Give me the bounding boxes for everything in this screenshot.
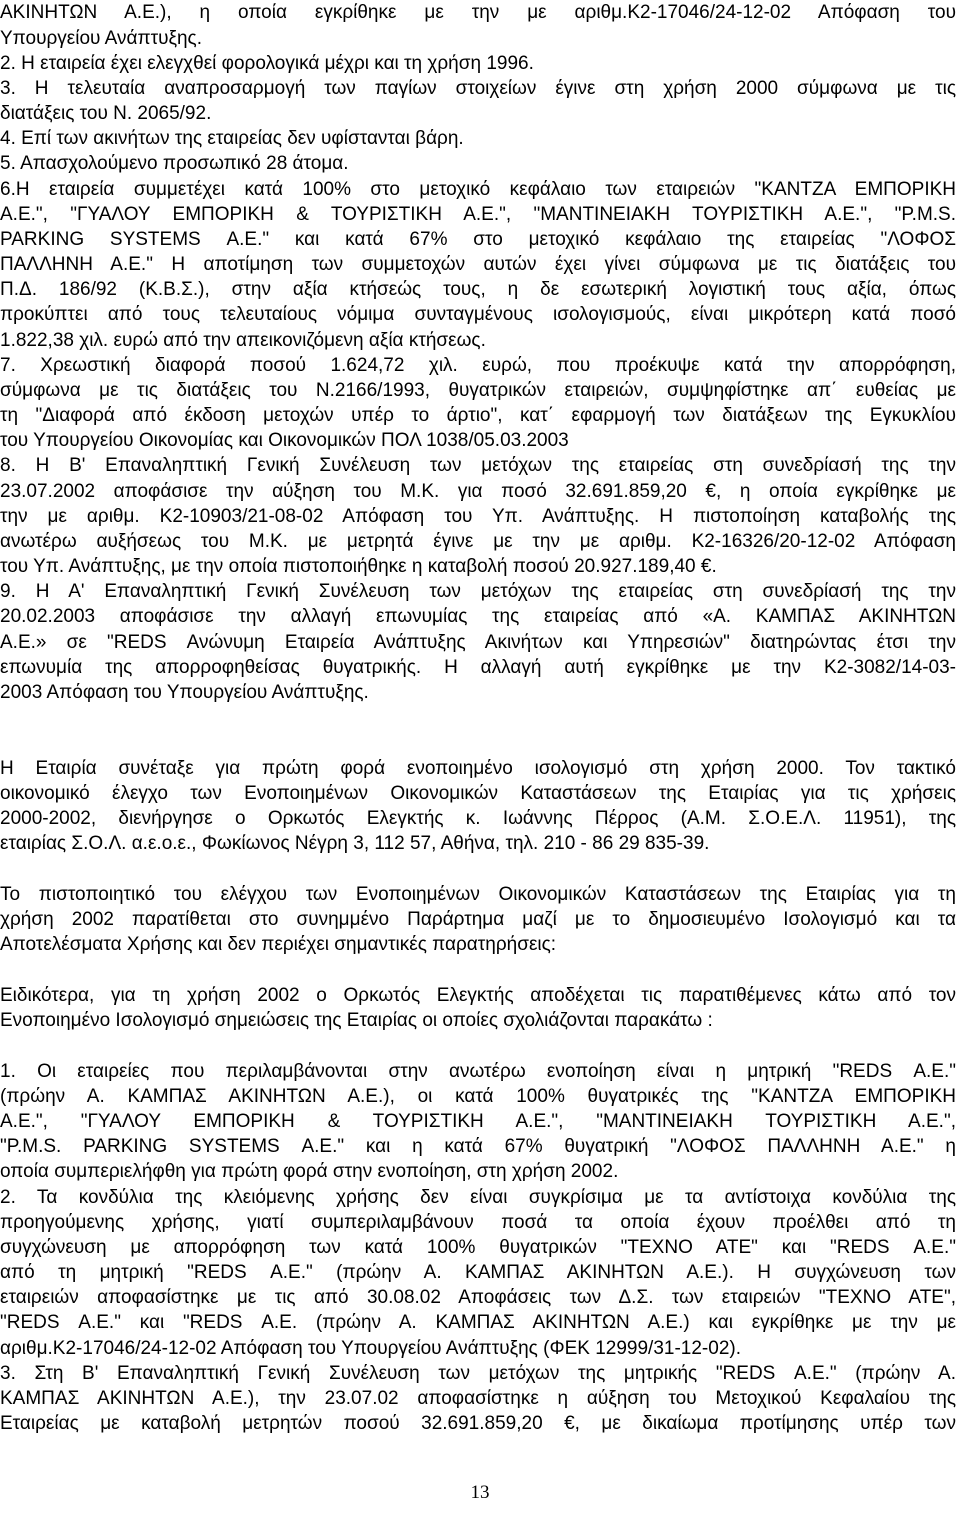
text-line: "Ρ.Μ.S. PARKING SYSTEMS Α.Ε." και η κατά 67% θυγατρική "ΛΟΦΟΣ ΠΑΛΛΗΝΗ Α.Ε." η xyxy=(0,1136,956,1157)
text-line: συγχώνευση με απορρόφηση των κατά 100% θυγατρικών "ΤΕΧΝΟ ΑΤΕ" και "REDS Α.Ε." xyxy=(0,1237,956,1258)
text-line: 2003 Απόφαση του Υπουργείου Ανάπτυξης. xyxy=(0,682,369,703)
text-line: 7. Χρεωστική διαφορά ποσού 1.624,72 χιλ. ευρώ, που προέκυψε κατά την απορρόφηση, xyxy=(0,355,956,376)
text-line: Π.Δ. 186/92 (Κ.Β.Σ.), στην αξία κτήσεώς τους, η δε εσωτερική λογιστική τους αξία, όπως xyxy=(0,279,956,300)
text-line: Εταιρείας με καταβολή μετρητών ποσού 32.691.859,20 €, με δικαίωμα προτίμησης υπέρ των xyxy=(0,1413,956,1434)
text-line: ανωτέρω αυξήσεως του Μ.Κ. με μετρητά έγινε με την με αριθμ. Κ2-16326/20-12-02 Απόφαση xyxy=(0,531,956,552)
text-line: εταιρίας Σ.Ο.Λ. α.ε.ο.ε., Φωκίωνος Νέγρη 3, 112 57, Αθήνα, τηλ. 210 - 86 29 835-39. xyxy=(0,833,710,854)
text-line: χρήση 2002 παρατίθεται στο συνημμένο Παράρτημα μαζί με το δημοσιευμένο Ισολογισμό και τα xyxy=(0,909,956,930)
text-line: 2. Η εταιρεία έχει ελεγχθεί φορολογικά μέχρι και τη χρήση 1996. xyxy=(0,53,534,74)
text-line: 6.Η εταιρεία συμμετέχει κατά 100% στο μετοχικό κεφάλαιο των εταιρειών "ΚΑΝΤΖΑ ΕΜΠΟΡΙΚΗ xyxy=(0,179,956,200)
text-line: 2000-2002, διενήργησε ο Ορκωτός Ελεγκτής κ. Ιωάννης Πέρρος (Α.Μ. Σ.Ο.Ε.Λ. 11951), της xyxy=(0,808,956,829)
text-line: οποία συμπεριελήφθη για πρώτη φορά στην ενοποίηση, στη χρήση 2002. xyxy=(0,1161,619,1182)
text-line: τη "Διαφορά από έκδοση μετοχών υπέρ το άρτιο", κατ΄ εφαρμογή των διατάξεων της Εγκυκλίου xyxy=(0,405,956,426)
text-line: ΚΑΜΠΑΣ ΑΚΙΝΗΤΩΝ Α.Ε.), την 23.07.02 αποφασίστηκε η αύξηση του Μετοχικού Κεφαλαίου της xyxy=(0,1388,956,1409)
text-line: Ενοποιημένο Ισολογισμό σημειώσεις της Εταιρίας οι οποίες σχολιάζονται παρακάτω : xyxy=(0,1010,713,1031)
page-number: 13 xyxy=(470,1482,490,1503)
text-line: Υπουργείου Ανάπτυξης. xyxy=(0,28,202,49)
text-line: PARKING SYSTEMS Α.Ε." και κατά 67% στο μετοχικό κεφάλαιο της εταιρείας "ΛΟΦΟΣ xyxy=(0,229,956,250)
text-line: προηγούμενης χρήσης, γιατί συμπεριλαμβάνουν ποσά τα οποία έχουν προέλθει από τη xyxy=(0,1212,956,1233)
text-line: την με αριθμ. Κ2-10903/21-08-02 Απόφαση του Υπ. Ανάπτυξης. Η πιστοποίηση καταβολής της xyxy=(0,506,956,527)
text-line: "REDS Α.Ε." και "REDS Α.Ε. (πρώην Α. ΚΑΜΠΑΣ ΑΚΙΝΗΤΩΝ Α.Ε.) και εγκρίθηκε με την με xyxy=(0,1312,956,1333)
text-line: Α.Ε.", "ΓΥΑΛΟΥ ΕΜΠΟΡΙΚΗ & ΤΟΥΡΙΣΤΙΚΗ Α.Ε.", "ΜΑΝΤΙΝΕΙΑΚΗ ΤΟΥΡΙΣΤΙΚΗ Α.Ε.", xyxy=(0,1111,956,1132)
text-line: σύμφωνα με τις διατάξεις του Ν.2166/1993, θυγατρικών εταιρειών, συμψηφίστηκε απ΄ ευθείας με xyxy=(0,380,956,401)
text-line: 5. Απασχολούμενο προσωπικό 28 άτομα. xyxy=(0,153,349,174)
text-line: 23.07.2002 αποφάσισε την αύξηση του Μ.Κ. για ποσό 32.691.859,20 €, η οποία εγκρίθηκε με xyxy=(0,481,956,502)
text-line: από τη μητρική "REDS Α.Ε." (πρώην Α. ΚΑΜΠΑΣ ΑΚΙΝΗΤΩΝ Α.Ε.). Η συγχώνευση των xyxy=(0,1262,956,1283)
text-line: 3. Η τελευταία αναπροσαρμογή των παγίων στοιχείων έγινε στη χρήση 2000 σύμφωνα με τις xyxy=(0,78,956,99)
text-line: οικονομικό έλεγχο των Ενοποιημένων Οικονομικών Καταστάσεων της Εταιρίας για τις χρήσεις xyxy=(0,783,956,804)
text-line: διατάξεις του Ν. 2065/92. xyxy=(0,103,212,124)
text-line: Α.Ε.» σε "REDS Ανώνυμη Εταιρεία Ανάπτυξης Ακινήτων και Υπηρεσιών" διατηρώντας έτσι την xyxy=(0,632,956,653)
text-line: εταιρειών αποφασίστηκε με τις από 30.08.02 Αποφάσεις των Δ.Σ. των εταιρειών "ΤΕΧΝΟ ΑΤΕ", xyxy=(0,1287,956,1308)
text-line: 20.02.2003 αποφάσισε την αλλαγή επωνυμίας της εταιρείας από «Α. ΚΑΜΠΑΣ ΑΚΙΝΗΤΩΝ xyxy=(0,606,956,627)
text-line: του Υπουργείου Οικονομίας και Οικονομικών ΠΟΛ 1038/05.03.2003 xyxy=(0,430,569,451)
text-line: 1. Οι εταιρείες που περιλαμβάνονται στην ανωτέρω ενοποίηση είναι η μητρική "REDS Α.Ε." xyxy=(0,1061,956,1082)
text-line: Το πιστοποιητικό του ελέγχου των Ενοποιημένων Οικονομικών Καταστάσεων της Εταιρίας για τη xyxy=(0,884,956,905)
text-line: του Υπ. Ανάπτυξης, με την οποία πιστοποιήθηκε η καταβολή ποσού 20.927.189,40 €. xyxy=(0,556,717,577)
text-line: 1.822,38 χιλ. ευρώ από την απεικονιζόμενη αξία κτήσεως. xyxy=(0,330,486,351)
text-line: προκύπτει από τους τελευταίους νόμιμα συνταγμένους ισολογισμούς, είναι μικρότερη κατά ποσό xyxy=(0,304,956,325)
text-line: επωνυμία της απορροφηθείσας θυγατρικής. Η αλλαγή αυτή εγκρίθηκε με την Κ2-3082/14-03- xyxy=(0,657,956,678)
text-line: Α.Ε.", "ΓΥΑΛΟΥ ΕΜΠΟΡΙΚΗ & ΤΟΥΡΙΣΤΙΚΗ Α.Ε.", "ΜΑΝΤΙΝΕΙΑΚΗ ΤΟΥΡΙΣΤΙΚΗ Α.Ε.", "Ρ.Μ.S. xyxy=(0,204,956,225)
text-line: 4. Επί των ακινήτων της εταιρείας δεν υφίστανται βάρη. xyxy=(0,128,464,149)
text-line: αριθμ.Κ2-17046/24-12-02 Απόφαση του Υπουργείου Ανάπτυξης (ΦΕΚ 12999/31-12-02). xyxy=(0,1338,741,1359)
text-line: 9. Η Α' Επαναληπτική Γενική Συνέλευση των μετόχων της εταιρείας στη συνεδρίασή της την xyxy=(0,581,956,602)
text-line: Η Εταιρία συνέταξε για πρώτη φορά ενοποιημένο ισολογισμό στη χρήση 2000. Τον τακτικό xyxy=(0,758,956,779)
text-line: Ειδικότερα, για τη χρήση 2002 ο Ορκωτός Ελεγκτής αποδέχεται τις παρατιθέμενες κάτω από τον xyxy=(0,985,956,1006)
text-line: ΠΑΛΛΗΝΗ Α.Ε." Η αποτίμηση των συμμετοχών αυτών έχει γίνει σύμφωνα με τις διατάξεις του xyxy=(0,254,956,275)
text-line: 3. Στη Β' Επαναληπτική Γενική Συνέλευση των μετόχων της μητρικής "REDS Α.Ε." (πρώην Α. xyxy=(0,1363,956,1384)
text-line: 2. Τα κονδύλια της κλειόμενης χρήσης δεν είναι συγκρίσιμα με τα αντίστοιχα κονδύλια της xyxy=(0,1187,956,1208)
text-line: 8. Η Β' Επαναληπτική Γενική Συνέλευση των μετόχων της εταιρείας στη συνεδρίασή της την xyxy=(0,455,956,476)
text-line: ΑΚΙΝΗΤΩΝ Α.Ε.), η οποία εγκρίθηκε με την με αριθμ.Κ2-17046/24-12-02 Απόφαση του xyxy=(0,2,956,23)
text-line: Αποτελέσματα Χρήσης και δεν περιέχει σημαντικές παρατηρήσεις: xyxy=(0,934,557,955)
text-line: (πρώην Α. ΚΑΜΠΑΣ ΑΚΙΝΗΤΩΝ Α.Ε.), οι κατά 100% θυγατρικές της "ΚΑΝΤΖΑ ΕΜΠΟΡΙΚΗ xyxy=(0,1086,956,1107)
